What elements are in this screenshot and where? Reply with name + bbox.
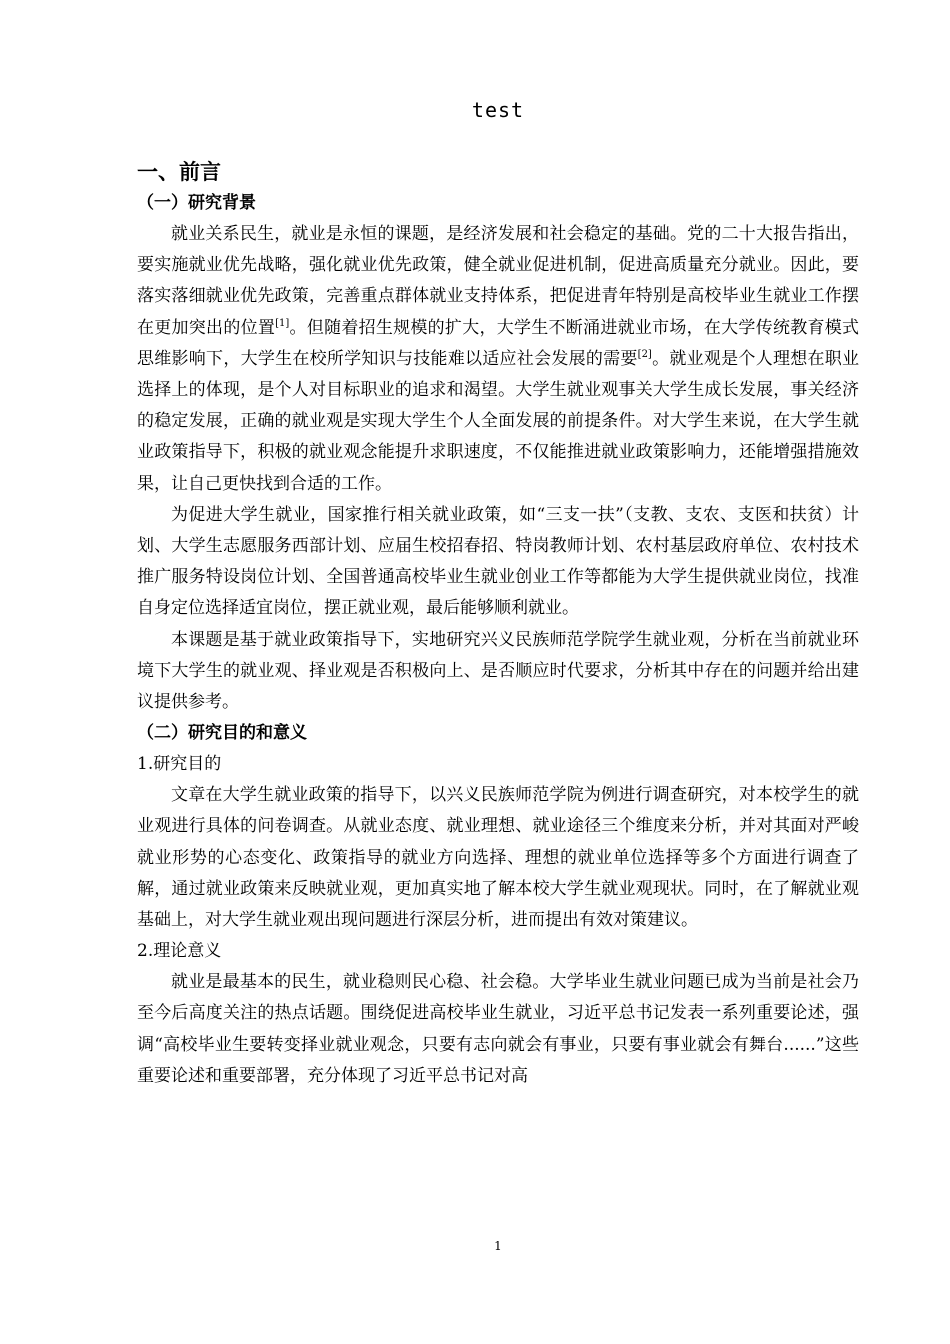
document-title: test — [471, 98, 525, 122]
background-paragraph-1 — [137, 219, 859, 500]
citation-ref-1[interactable]: [1] — [275, 317, 290, 329]
background-paragraph-2: 为促进大学生就业，国家推行相关就业政策，如“三支一扶”（支教、支农、支医和扶贫）计划、大学生志愿服务西部计划、应届生校招春招、特岗教师计划、农村基层政府单位、农村技术推广服务特设岗位计划、全国普通高校毕业生就业创业工作等都能为大学生提供就业岗位，找准自身定位选择适宜岗位，摆正就业观，最后能够顺利就业。 — [137, 504, 859, 619]
purpose-paragraph-2: 就业是最基本的民生，就业稳则民心稳、社会稳。大学毕业生就业问题已成为当前是社会乃至今后高度关注的热点话题。围绕促进高校毕业生就业，习近平总书记发表一系列重要论述，强调“高校毕业生要转变择业就业观念，只要有志向就会有事业，只要有事业就会有舞台......”这些重要论述和重要部署，充分体现了习近平总书记对高 — [137, 972, 859, 1086]
background-text-part-b: 。但随着招生规模的扩大，大学生不断涌进就业市场，在大学传统教育模式思维影响下，大学生在校所学知识与技能难以适应社会发展的需要 — [137, 317, 860, 369]
purpose-paragraph-1: 文章在大学生就业政策的指导下，以兴义民族师范学院为例进行调查研究，对本校学生的就业观进行具体的问卷调查。从就业态度、就业理想、就业途径三个维度来分析，并对其面对严峻就业形势的心态变化、政策指导的就业方向选择、理想的就业单位选择等多个方面进行调查了解，通过就业政策来反映就业观，更加真实地了解本校大学生就业观现状。同时，在了解就业观基础上，对大学生就业观出现问题进行深层分析，进而提出有效对策建议。 — [137, 785, 859, 931]
section-heading-intro: 一、前言 — [137, 160, 221, 184]
subsection-heading-purpose: （二）研究目的和意义 — [137, 723, 307, 744]
background-text-part-a: 就业关系民生，就业是永恒的课题，是经济发展和社会稳定的基础。党的二十大报告指出，要实施就业优先战略，强化就业优先政策，健全就业促进机制，促进高质量充分就业。因此，要落实落细就业优先政策，完善重点群体就业支持体系，把促进青年特别是高校毕业生就业工作摆在更加突出的位置 — [137, 224, 859, 338]
page-number: 1 — [494, 1239, 502, 1253]
document-body — [137, 156, 859, 1092]
background-paragraph-3: 本课题是基于就业政策指导下，实地研究兴义民族师范学院学生就业观，分析在当前就业环境下大学生的就业观、择业观是否积极向上、是否顺应时代要求，分析其中存在的问题并给出建议提供参考。 — [137, 629, 859, 713]
subheading-research-purpose: 1.研究目的 — [137, 754, 222, 775]
citation-ref-2[interactable]: [2] — [637, 348, 652, 360]
subsection-heading-background: （一）研究背景 — [137, 193, 256, 213]
background-text-part-c: 。就业观是个人理想在职业选择上的体现，是个人对目标职业的追求和渴望。大学生就业观事关大学生成长发展，事关经济的稳定发展，正确的就业观是实现大学生个人全面发展的前提条件。对大学生来说，在大学生就业政策指导下，积极的就业观念能提升求职速度，不仅能推进就业政策影响力，还能增强措施效果，让自己更快找到合适的工作。 — [137, 348, 860, 494]
subheading-theoretical-significance: 2.理论意义 — [137, 941, 222, 962]
